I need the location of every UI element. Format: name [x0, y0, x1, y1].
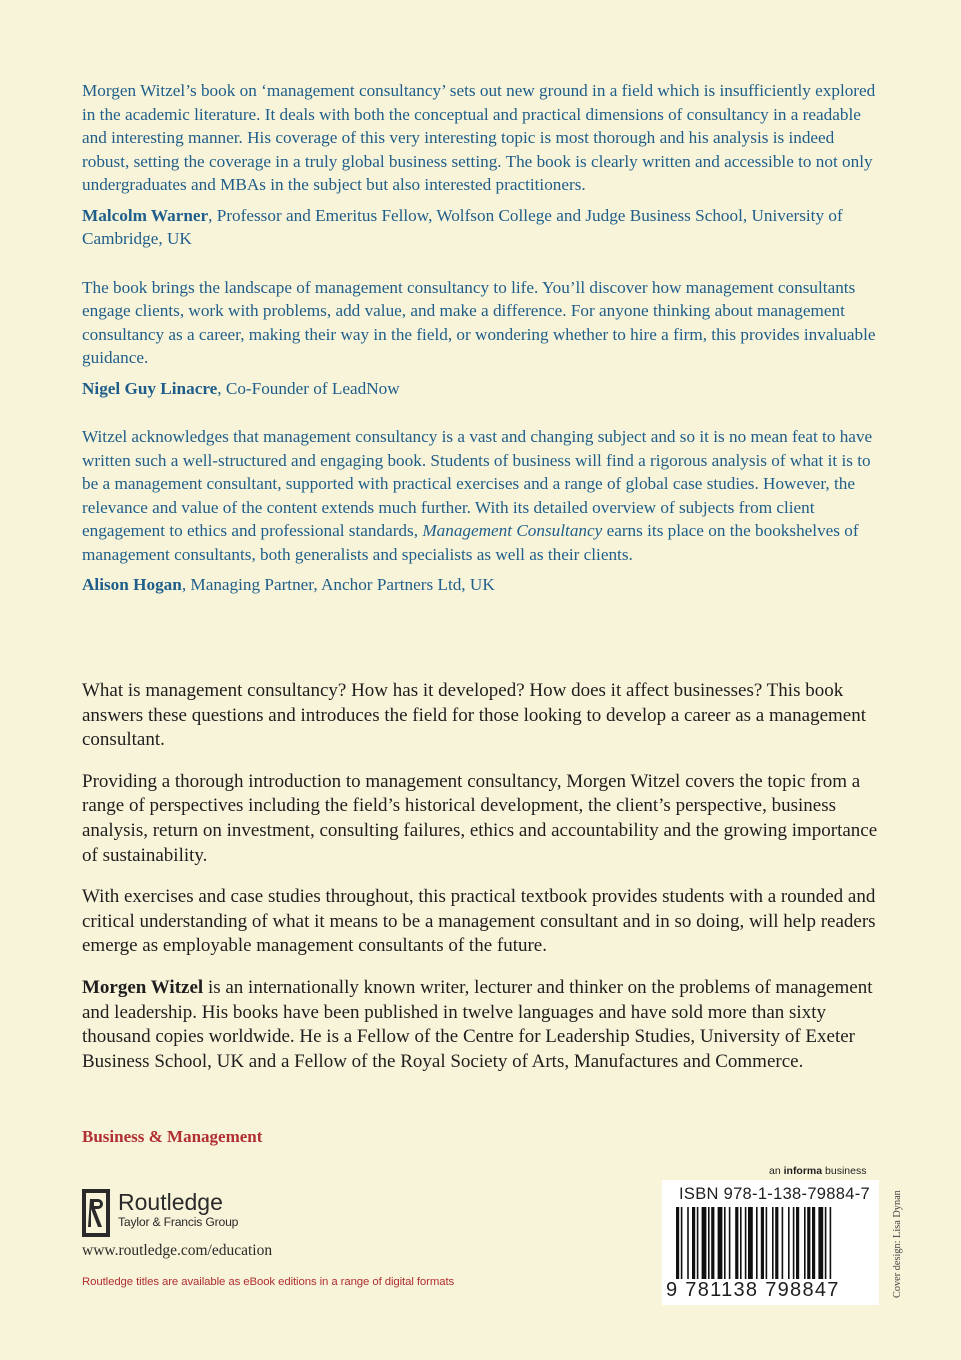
description-paragraph: What is management consultancy? How has it developed? How does it affect businesses? This book answers these questions and introduces the field for those looking to develop a career as a management consultant.: [82, 680, 867, 751]
publisher-website[interactable]: www.routledge.com/education: [82, 1242, 273, 1259]
endorsement-attribution: [82, 573, 882, 597]
endorsement-2: [82, 276, 882, 401]
endorsement-affiliation: , Managing Partner, Anchor Partners Ltd, UK: [181, 575, 495, 594]
endorsement-3: [82, 425, 882, 597]
description-paragraph: Providing a thorough introduction to management consultancy, Morgen Witzel covers the topic from a range of perspectives including the field’s historical development, the client’s perspective, business analysis, return on investment, consulting failures, ethics and accountability and the growing importance of sustainability.: [82, 770, 878, 866]
endorsement-text: The book brings the landscape of management consultancy to life. You’ll discover how management consultants engage clients, work with problems, add value, and make a difference. For anyone thinking about management consultancy as a career, making their way in the field, or wondering whether to hire a firm, this provides invaluable guidance.: [82, 277, 876, 367]
isbn-digits: 9 781138 798847: [666, 1279, 840, 1301]
ebook-note: Routledge titles are available as eBook editions in a range of digital formats: [82, 1276, 455, 1288]
endorsement-1: [82, 79, 882, 251]
endorsement-text-part: earns its place on the bookshelves of management consultants, both generalists and specialists as well as their clients.: [82, 521, 859, 564]
description-paragraph: With exercises and case studies throughout, this practical textbook provides students with a rounded and critical understanding of what it means to be a management consultant and in so doing, will help readers emerge as employable management consultants of the future.: [82, 886, 876, 957]
author-bio: [82, 976, 882, 1074]
endorsements: [82, 79, 882, 597]
informa-suffix: business: [822, 1165, 867, 1177]
isbn-label: ISBN 978-1-138-79884-7: [679, 1185, 870, 1203]
publisher-name: Routledge: [118, 1189, 223, 1215]
barcode-icon: [674, 1207, 869, 1279]
routledge-logo-icon: [82, 1189, 110, 1237]
endorsement-author: Nigel Guy Linacre: [82, 378, 218, 398]
endorsement-text: Morgen Witzel’s book on ‘management consultancy’ sets out new ground in a field which is insufficiently explored in the academic literature. It deals with both the conceptual and practical dimensions of consultancy in a readable and interesting manner. His coverage of this very interesting topic is most thorough and his analysis is indeed robust, setting the coverage in a truly global business setting. The book is clearly written and accessible to not only undergraduates and MBAs in the subject but also interested practitioners.: [82, 81, 876, 194]
endorsement-author: Malcolm Warner: [82, 205, 209, 225]
author-bio-text: is an internationally known writer, lecturer and thinker on the problems of management and leadership. His books have been published in twelve languages and have sold more than sixty thousand copies worldwide. He is a Fellow of the Centre for Leadership Studies, University of Exeter Business School, UK and a Fellow of the Royal Society of Arts, Manufactures and Commerce.: [82, 976, 873, 1072]
endorsement-text-part: Witzel acknowledges that management consultancy is a vast and changing subject and so it is no mean feat to have written such a well-structured and engaging book. Students of business will find a rigorous analysis of what it is to be a management consultant, supported with practical exercises and a range of global case studies. However, the relevance and value of the content extends much further. With its detailed overview of subjects from client engagement to ethics and professional standards,: [82, 427, 873, 540]
endorsement-affiliation: , Professor and Emeritus Fellow, Wolfson College and Judge Business School, University of Cambridge, UK: [82, 205, 843, 248]
publisher-group: Taylor & Francis Group: [118, 1215, 239, 1229]
author-name: Morgen Witzel: [82, 976, 204, 998]
informa-tagline: [769, 1165, 866, 1177]
isbn-barcode-panel: [662, 1180, 879, 1305]
endorsement-attribution: [82, 377, 882, 401]
informa-brand: informa: [783, 1165, 823, 1177]
publisher-logo: [82, 1189, 238, 1237]
endorsement-text: [82, 425, 882, 566]
endorsement-author: Alison Hogan: [82, 575, 182, 594]
book-description: [82, 679, 882, 1091]
book-title-italic: Management Consultancy: [422, 521, 603, 540]
cover-design-credit: Cover design: Lisa Dynan: [892, 1190, 903, 1298]
endorsement-affiliation: , Co-Founder of LeadNow: [217, 378, 400, 398]
informa-prefix: an: [769, 1165, 784, 1177]
endorsement-attribution: [82, 204, 882, 251]
subject-category: Business & Management: [82, 1127, 263, 1146]
